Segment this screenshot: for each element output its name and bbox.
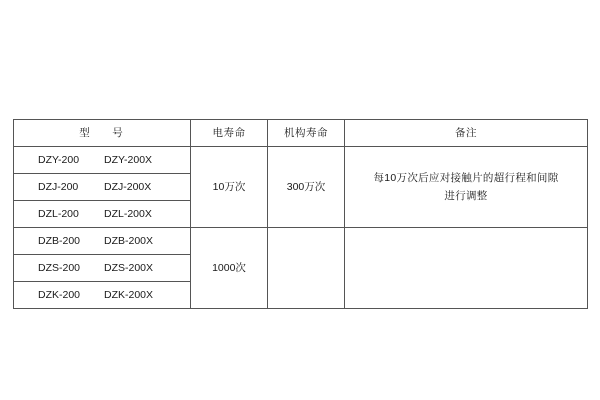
model-code-primary: DZB-200	[38, 234, 81, 247]
model-code-variant: DZK-200X	[104, 288, 154, 301]
model-code-primary: DZJ-200	[38, 180, 79, 193]
model-cell	[14, 147, 191, 174]
model-code-variant: DZY-200X	[104, 153, 153, 166]
model-code-primary: DZK-200	[38, 288, 81, 301]
column-header-electrical-life: 电寿命	[191, 120, 268, 147]
table-header-row	[14, 120, 588, 147]
column-header-remarks: 备注	[345, 120, 588, 147]
model-code-primary: DZY-200	[38, 153, 80, 166]
spec-table-container	[13, 119, 587, 309]
model-cell	[14, 255, 191, 282]
model-code-variant: DZL-200X	[104, 207, 152, 220]
remarks-line-1: 每10万次后应对接触片的超行程和间隙	[373, 171, 559, 184]
model-code-variant: DZJ-200X	[104, 180, 152, 193]
model-code-variant: DZB-200X	[104, 234, 154, 247]
model-cell	[14, 282, 191, 309]
table-row	[14, 147, 588, 174]
model-code-primary: DZS-200	[38, 261, 81, 274]
model-cell	[14, 201, 191, 228]
model-cell	[14, 228, 191, 255]
specification-table	[13, 119, 588, 309]
mechanical-life-group-2	[268, 228, 345, 309]
table-row	[14, 228, 588, 255]
model-code-variant: DZS-200X	[104, 261, 154, 274]
mechanical-life-group-1: 300万次	[268, 147, 345, 228]
column-header-mechanical-life: 机构寿命	[268, 120, 345, 147]
remarks-group-1	[345, 147, 588, 228]
column-header-model: 型 号	[14, 120, 191, 147]
model-cell	[14, 174, 191, 201]
remarks-line-2: 进行调整	[444, 189, 488, 202]
electrical-life-group-2: 1000次	[191, 228, 268, 309]
remarks-group-2	[345, 228, 588, 309]
electrical-life-group-1: 10万次	[191, 147, 268, 228]
model-code-primary: DZL-200	[38, 207, 79, 220]
